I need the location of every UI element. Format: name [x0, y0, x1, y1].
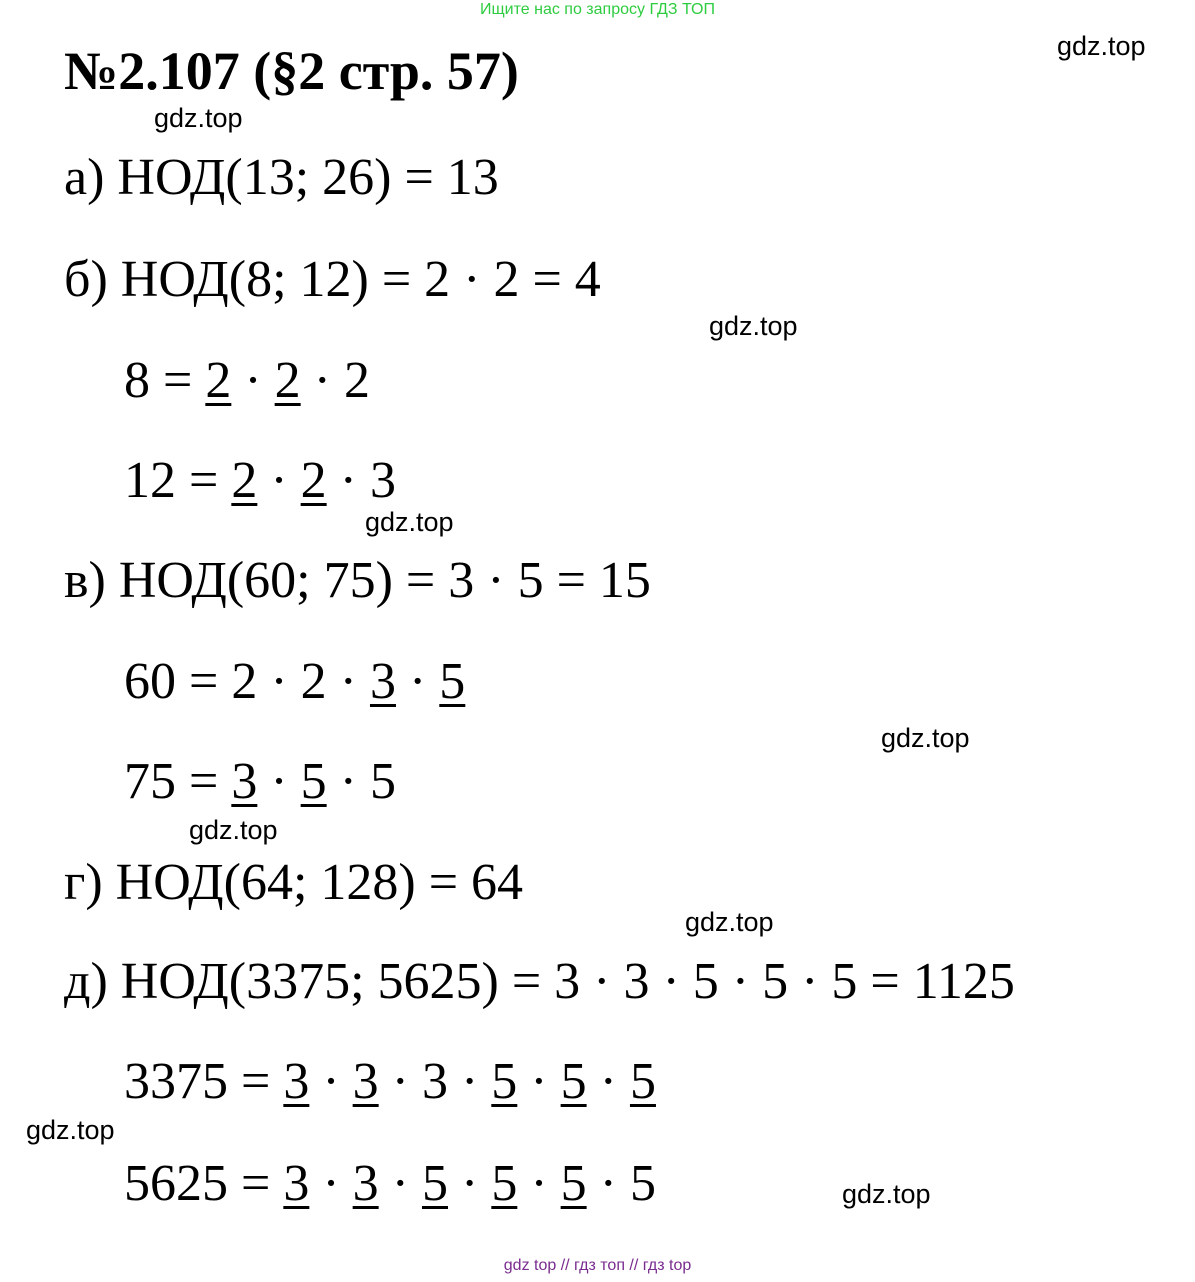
footer-links[interactable]: gdz top // гдз топ // гдз top: [503, 1257, 692, 1274]
watermark: gdz.top: [1057, 31, 1146, 61]
expr-segment: · 3: [326, 452, 396, 509]
expr-segment: 5625 =: [124, 1155, 284, 1212]
expr-segment: ·: [257, 452, 301, 509]
part-v-line: [64, 552, 651, 609]
expr-segment: ·: [257, 753, 301, 810]
part-g-text: г) НОД(64; 128) = 64: [64, 854, 524, 911]
common-factor: 3: [352, 1155, 379, 1212]
common-factor: 5: [421, 1155, 448, 1212]
common-factor: 2: [300, 452, 327, 509]
part-v-text: в) НОД(60; 75) = 3 · 5 = 15: [64, 552, 651, 609]
expr-segment: · 5: [586, 1155, 656, 1212]
part-v-factorization-60: [124, 653, 466, 710]
part-d-factorization-5625: [124, 1155, 656, 1212]
expr-segment: 60 = 2 · 2 ·: [124, 653, 370, 710]
expr-segment: ·: [517, 1155, 561, 1212]
common-factor: 5: [629, 1053, 656, 1110]
part-b-text: б) НОД(8; 12) = 2 · 2 = 4: [64, 251, 601, 308]
part-b-line: [64, 251, 601, 308]
expr-segment: ·: [231, 352, 275, 409]
common-factor: 3: [231, 753, 258, 810]
watermark: gdz.top: [842, 1179, 931, 1209]
watermark: gdz.top: [881, 723, 970, 753]
expr-segment: ·: [517, 1053, 561, 1110]
expr-segment: ·: [309, 1155, 353, 1212]
expr-segment: 75 =: [124, 753, 232, 810]
watermark: gdz.top: [26, 1115, 115, 1145]
expr-segment: 3375 =: [124, 1053, 284, 1110]
part-v-factorization-75: [124, 753, 396, 810]
common-factor: 5: [491, 1053, 518, 1110]
expr-segment: 12 =: [124, 452, 232, 509]
expr-segment: ·: [586, 1053, 630, 1110]
common-factor: 2: [274, 352, 301, 409]
watermark: gdz.top: [685, 907, 774, 937]
expr-segment: ·: [378, 1155, 422, 1212]
part-g-line: [64, 854, 524, 911]
part-d-factorization-3375: [124, 1053, 656, 1110]
expr-segment: ·: [309, 1053, 353, 1110]
common-factor: 3: [283, 1053, 310, 1110]
common-factor: 5: [560, 1155, 587, 1212]
expr-segment: · 2: [300, 352, 370, 409]
problem-title: №2.107 (§2 стр. 57): [64, 41, 519, 101]
part-a-text: а) НОД(13; 26) = 13: [64, 149, 499, 206]
expr-segment: 8 =: [124, 352, 206, 409]
expr-segment: · 5: [326, 753, 396, 810]
part-d-text: д) НОД(3375; 5625) = 3 · 3 · 5 · 5 · 5 = 1125: [64, 953, 1015, 1010]
watermark: gdz.top: [154, 103, 243, 133]
common-factor: 5: [491, 1155, 518, 1212]
part-d-line: [64, 953, 1015, 1010]
expr-segment: · 3 ·: [378, 1053, 492, 1110]
common-factor: 5: [560, 1053, 587, 1110]
common-factor: 3: [283, 1155, 310, 1212]
common-factor: 3: [369, 653, 396, 710]
part-a-line: [64, 149, 499, 206]
expr-segment: ·: [447, 1155, 492, 1212]
watermark: gdz.top: [709, 311, 798, 341]
top-banner: Ищите нас по запросу ГДЗ ТОП: [480, 1, 715, 18]
watermark: gdz.top: [365, 507, 454, 537]
common-factor: 5: [439, 653, 466, 710]
part-b-factorization-12: [124, 452, 396, 509]
part-b-factorization-8: [124, 352, 370, 409]
common-factor: 2: [205, 352, 232, 409]
common-factor: 5: [300, 753, 327, 810]
common-factor: 3: [352, 1053, 379, 1110]
watermark: gdz.top: [189, 815, 278, 845]
expr-segment: ·: [395, 653, 440, 710]
common-factor: 2: [231, 452, 258, 509]
